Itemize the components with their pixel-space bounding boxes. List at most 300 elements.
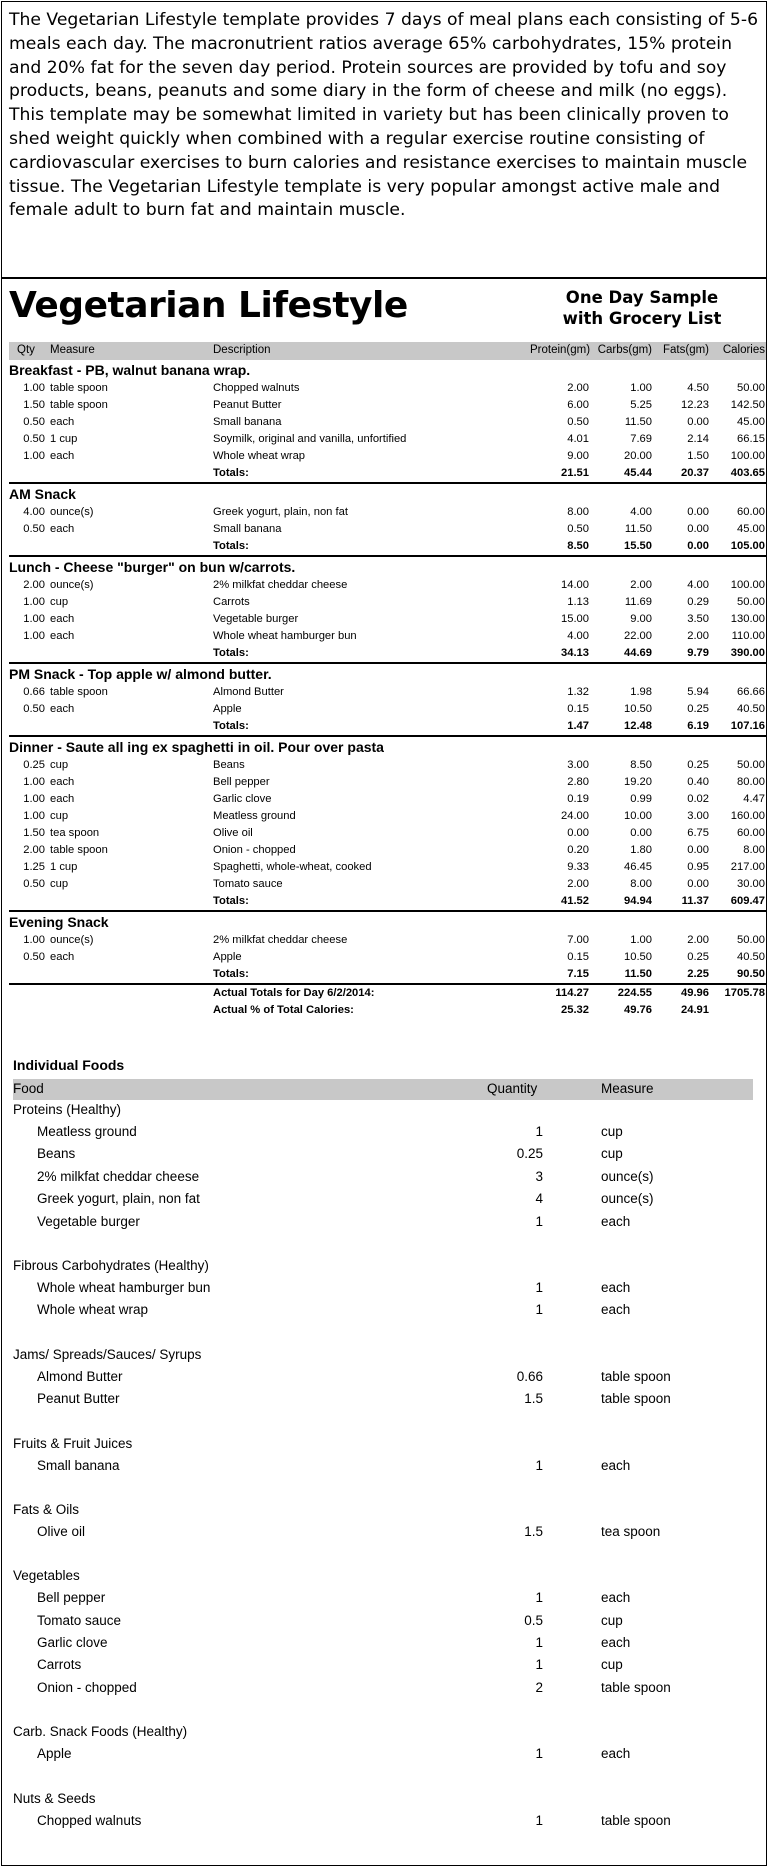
item-fats: 2.00 <box>687 630 709 642</box>
grocery-item-quantity: 4 <box>535 1191 543 1207</box>
item-calories: 110.00 <box>731 630 765 642</box>
header-description: Description <box>213 344 271 356</box>
grocery-item-name: Whole wheat wrap <box>37 1302 149 1318</box>
item-measure: tea spoon <box>50 827 100 839</box>
grocery-item-measure: table spoon <box>601 1679 671 1695</box>
meal-title-text: AM Snack <box>9 486 76 502</box>
item-qty: 1.00 <box>23 450 45 462</box>
item-carbs: 20.00 <box>624 450 652 462</box>
totals-protein: 7.15 <box>567 968 589 980</box>
item-protein: 9.33 <box>567 861 589 873</box>
grocery-item-quantity: 0.25 <box>516 1146 543 1162</box>
meal-item-row <box>9 577 766 594</box>
meal-item-row <box>9 684 766 701</box>
grocery-spacer <box>13 1700 753 1722</box>
grocery-item <box>13 1167 753 1189</box>
item-description: Bell pepper <box>213 776 270 788</box>
item-measure: ounce(s) <box>50 579 94 591</box>
totals-carbs: 44.69 <box>624 647 652 659</box>
item-qty: 0.50 <box>23 523 45 535</box>
grocery-item <box>13 1588 753 1610</box>
grocery-item <box>13 1633 753 1655</box>
item-description: 2% milkfat cheddar cheese <box>213 934 348 946</box>
item-measure: cup <box>50 759 69 771</box>
grocery-item-measure: each <box>601 1457 631 1473</box>
item-description: Meatless ground <box>213 810 296 822</box>
item-carbs: 8.50 <box>630 759 652 771</box>
item-calories: 45.00 <box>737 416 765 428</box>
item-qty: 0.50 <box>23 878 45 890</box>
grocery-category-name: Fibrous Carbohydrates (Healthy) <box>13 1257 209 1273</box>
totals-fats: 2.25 <box>687 968 709 980</box>
item-description: Soymilk, original and vanilla, unfortified <box>213 433 407 445</box>
totals-label: Totals: <box>213 968 249 980</box>
item-fats: 1.50 <box>687 450 709 462</box>
actual-totals-fats: 49.96 <box>681 987 709 999</box>
item-fats: 4.00 <box>687 579 709 591</box>
grocery-category <box>13 1256 753 1278</box>
totals-protein: 1.47 <box>567 720 589 732</box>
item-description: Tomato sauce <box>213 878 283 890</box>
item-measure: table spoon <box>50 399 108 411</box>
actual-percent-row <box>9 1002 766 1019</box>
grocery-header-quantity: Quantity <box>487 1081 538 1096</box>
grocery-item <box>13 1744 753 1766</box>
item-carbs: 9.00 <box>630 613 652 625</box>
meal-title-text: Lunch - Cheese "burger" on bun w/carrots. <box>9 559 296 575</box>
item-protein: 1.32 <box>567 686 589 698</box>
header-measure: Measure <box>50 344 95 356</box>
meal-section <box>9 360 766 484</box>
item-calories: 50.00 <box>737 382 765 394</box>
item-carbs: 0.99 <box>630 793 652 805</box>
meal-table-header <box>9 342 766 360</box>
meal-section <box>9 484 766 557</box>
grocery-spacer <box>13 1767 753 1789</box>
grocery-item-measure: table spoon <box>601 1391 671 1407</box>
item-calories: 60.00 <box>737 506 765 518</box>
grocery-item <box>13 1300 753 1322</box>
meal-item-row <box>9 825 766 842</box>
grocery-category-name: Fruits & Fruit Juices <box>13 1435 133 1451</box>
totals-label: Totals: <box>213 647 249 659</box>
item-description: Carrots <box>213 596 250 608</box>
item-protein: 2.00 <box>567 382 589 394</box>
intro-box <box>2 2 766 279</box>
item-calories: 100.00 <box>730 450 765 462</box>
totals-carbs: 94.94 <box>624 895 652 907</box>
item-calories: 50.00 <box>737 934 765 946</box>
item-calories: 100.00 <box>730 579 765 591</box>
meal-section <box>9 557 766 664</box>
grocery-category-name: Carb. Snack Foods (Healthy) <box>13 1724 188 1740</box>
grocery-item-name: Meatless ground <box>37 1124 137 1139</box>
item-description: Vegetable burger <box>213 613 299 625</box>
grocery-item-quantity: 3 <box>535 1168 543 1184</box>
grocery-item-name: Peanut Butter <box>37 1391 120 1407</box>
totals-carbs: 11.50 <box>624 968 652 980</box>
item-measure: each <box>50 523 75 535</box>
meal-section <box>9 737 766 912</box>
item-qty: 1.00 <box>23 382 45 394</box>
item-protein: 0.15 <box>567 703 589 715</box>
meal-section <box>9 912 766 985</box>
grocery-spacer <box>13 1412 753 1434</box>
item-fats: 0.95 <box>687 861 709 873</box>
totals-calories: 107.16 <box>730 720 765 732</box>
meal-item-row <box>9 932 766 949</box>
totals-carbs: 15.50 <box>624 540 652 552</box>
grocery-spacer <box>13 1234 753 1256</box>
grocery-item-name: Olive oil <box>37 1523 86 1539</box>
item-fats: 0.02 <box>687 793 709 805</box>
item-carbs: 11.50 <box>624 523 652 535</box>
grocery-category <box>13 1100 753 1122</box>
grocery-item-name: Carrots <box>37 1657 82 1673</box>
meal-title <box>9 557 766 577</box>
grocery-item-measure: cup <box>601 1612 623 1628</box>
item-fats: 0.00 <box>687 523 709 535</box>
item-qty: 0.66 <box>23 686 45 698</box>
item-qty: 1.00 <box>23 934 45 946</box>
meal-item-row <box>9 380 766 397</box>
meal-item-row <box>9 431 766 448</box>
item-measure: each <box>50 613 75 625</box>
meal-item-row <box>9 808 766 825</box>
meal-title <box>9 912 766 932</box>
item-carbs: 22.00 <box>624 630 652 642</box>
item-description: Small banana <box>213 416 282 428</box>
totals-protein: 41.52 <box>561 895 589 907</box>
item-protein: 2.80 <box>567 776 589 788</box>
meal-title-text: Dinner - Saute all ing ex spaghetti in oil. Pour over pasta <box>9 739 384 755</box>
item-calories: 50.00 <box>737 596 765 608</box>
item-description: Chopped walnuts <box>213 382 300 394</box>
grocery-item-measure: tea spoon <box>601 1523 661 1539</box>
grocery-item-measure: each <box>601 1302 631 1318</box>
meal-section <box>9 664 766 737</box>
totals-label: Totals: <box>213 895 249 907</box>
item-protein: 0.50 <box>567 416 589 428</box>
meal-totals-row <box>9 645 766 664</box>
grocery-item-name: Bell pepper <box>37 1590 106 1606</box>
grocery-item <box>13 1456 753 1478</box>
item-description: Beans <box>213 759 245 771</box>
item-carbs: 19.20 <box>624 776 652 788</box>
item-qty: 0.50 <box>23 951 45 963</box>
grocery-item <box>13 1122 753 1144</box>
grocery-item <box>13 1811 753 1833</box>
meal-title <box>9 484 766 504</box>
grocery-category-name: Nuts & Seeds <box>13 1790 96 1806</box>
totals-calories: 403.65 <box>730 467 765 479</box>
item-protein: 14.00 <box>561 579 589 591</box>
grocery-list <box>13 1055 753 1833</box>
item-description: Onion - chopped <box>213 844 296 856</box>
actual-totals-calories: 1705.78 <box>724 987 765 999</box>
grocery-item-name: Greek yogurt, plain, non fat <box>37 1191 200 1207</box>
item-qty: 0.50 <box>23 416 45 428</box>
item-fats: 0.25 <box>687 759 709 771</box>
grocery-item-measure: cup <box>601 1146 623 1162</box>
grocery-item-measure: table spoon <box>601 1812 671 1828</box>
header-fats: Fats(gm) <box>663 344 709 356</box>
intro-paragraph: The Vegetarian Lifestyle template provides 7 days of meal plans each consisting of 5-6 meals each day. The macronutrient ratios average 65% carbohydrates, 15% protein and 20% fat for the seven day period. Protein sources are provided by tofu and soy products, beans, peanuts and some diary in the form of cheese and milk (no eggs). This template may be somewhat limited in variety but has been clinically proven to shed weight quickly when combined with a regular exercise routine consisting of cardiovascular exercises to burn calories and resistance exercises to maintain muscle tissue. The Vegetarian Lifestyle template is very popular amongst active male and female adult to burn fat and maintain muscle. <box>9 10 758 221</box>
grocery-item-measure: each <box>601 1213 631 1229</box>
item-carbs: 2.00 <box>630 579 652 591</box>
meal-item-row <box>9 701 766 718</box>
item-carbs: 0.00 <box>630 827 652 839</box>
meal-item-row <box>9 504 766 521</box>
item-fats: 5.94 <box>687 686 709 698</box>
grocery-item-quantity: 1 <box>535 1457 543 1473</box>
item-protein: 9.00 <box>567 450 589 462</box>
meal-item-row <box>9 594 766 611</box>
grocery-item-quantity: 1.5 <box>524 1391 543 1407</box>
meal-item-row <box>9 448 766 465</box>
meal-item-row <box>9 842 766 859</box>
grocery-item-quantity: 1 <box>535 1635 543 1651</box>
grocery-item <box>13 1522 753 1544</box>
meal-title <box>9 737 766 757</box>
page-title: Vegetarian Lifestyle <box>9 285 408 326</box>
totals-fats: 0.00 <box>687 540 709 552</box>
item-carbs: 11.50 <box>624 416 652 428</box>
grocery-item-quantity: 0.5 <box>524 1612 543 1628</box>
grocery-item <box>13 1655 753 1677</box>
item-qty: 0.50 <box>23 433 45 445</box>
grocery-item-name: Small banana <box>37 1457 120 1473</box>
grocery-category <box>13 1434 753 1456</box>
grocery-category-name: Fats & Oils <box>13 1501 80 1517</box>
item-fats: 2.00 <box>687 934 709 946</box>
item-description: Almond Butter <box>213 686 284 698</box>
item-description: Small banana <box>213 523 282 535</box>
grocery-item-quantity: 1 <box>535 1124 543 1139</box>
item-calories: 66.15 <box>737 433 765 445</box>
grocery-item <box>13 1278 753 1300</box>
item-protein: 6.00 <box>567 399 589 411</box>
item-protein: 0.19 <box>567 793 589 805</box>
item-measure: each <box>50 776 75 788</box>
item-carbs: 1.00 <box>630 382 652 394</box>
totals-protein: 8.50 <box>567 540 589 552</box>
grocery-item-measure: each <box>601 1746 631 1762</box>
totals-protein: 34.13 <box>561 647 589 659</box>
grocery-title: Individual Foods <box>13 1057 125 1073</box>
meal-item-row <box>9 859 766 876</box>
subtitle-line: One Day Sample <box>565 288 719 307</box>
grocery-item-name: Vegetable burger <box>37 1213 140 1229</box>
actual-percent-protein: 25.32 <box>561 1004 589 1016</box>
meal-table-body <box>9 360 766 985</box>
grocery-item-name: Onion - chopped <box>37 1679 137 1695</box>
grocery-item-quantity: 1 <box>535 1657 543 1673</box>
actual-percent-label: Actual % of Total Calories: <box>213 1004 354 1016</box>
item-calories: 45.00 <box>737 523 765 535</box>
meal-item-row <box>9 876 766 893</box>
item-description: Apple <box>213 951 242 963</box>
item-fats: 0.00 <box>687 844 709 856</box>
meal-totals-row <box>9 538 766 557</box>
grocery-item-quantity: 1 <box>535 1279 543 1295</box>
item-qty: 1.00 <box>23 613 45 625</box>
grocery-item <box>13 1678 753 1700</box>
grocery-item-measure: cup <box>601 1657 623 1673</box>
grocery-item-name: Beans <box>37 1146 76 1162</box>
header-qty: Qty <box>17 344 35 356</box>
grocery-item-quantity: 1.5 <box>524 1523 543 1539</box>
item-qty: 1.50 <box>23 399 45 411</box>
item-calories: 130.00 <box>730 613 765 625</box>
meal-title-text: Breakfast - PB, walnut banana wrap. <box>9 362 251 378</box>
item-carbs: 10.00 <box>624 810 652 822</box>
item-carbs: 1.98 <box>630 686 652 698</box>
item-protein: 0.00 <box>567 827 589 839</box>
actual-totals-row <box>9 985 766 1002</box>
item-qty: 1.00 <box>23 630 45 642</box>
grocery-item <box>13 1212 753 1234</box>
grocery-item-name: Garlic clove <box>37 1635 108 1651</box>
grocery-item-name: Apple <box>37 1746 72 1762</box>
meal-item-row <box>9 414 766 431</box>
grocery-category <box>13 1345 753 1367</box>
item-measure: each <box>50 951 75 963</box>
item-protein: 8.00 <box>567 506 589 518</box>
item-measure: each <box>50 450 75 462</box>
totals-label: Totals: <box>213 540 249 552</box>
item-calories: 66.66 <box>737 686 765 698</box>
meal-item-row <box>9 628 766 645</box>
meal-plan-table <box>9 342 766 1019</box>
item-description: 2% milkfat cheddar cheese <box>213 579 348 591</box>
meal-title <box>9 360 766 380</box>
grocery-category-name: Vegetables <box>13 1568 80 1584</box>
item-fats: 0.40 <box>687 776 709 788</box>
totals-calories: 90.50 <box>737 968 765 980</box>
meal-item-row <box>9 791 766 808</box>
item-measure: each <box>50 416 75 428</box>
item-carbs: 5.25 <box>630 399 652 411</box>
item-measure: table spoon <box>50 382 108 394</box>
item-protein: 0.20 <box>567 844 589 856</box>
grocery-item-measure: table spoon <box>601 1368 671 1384</box>
meal-item-row <box>9 611 766 628</box>
item-calories: 217.00 <box>730 861 765 873</box>
meal-title-text: Evening Snack <box>9 914 109 930</box>
item-calories: 8.00 <box>743 844 765 856</box>
item-measure: table spoon <box>50 844 108 856</box>
item-measure: ounce(s) <box>50 506 94 518</box>
grocery-item-measure: cup <box>601 1124 623 1139</box>
grocery-spacer <box>13 1323 753 1345</box>
item-carbs: 10.50 <box>624 703 652 715</box>
actual-percent-carbs: 49.76 <box>624 1004 652 1016</box>
item-measure: table spoon <box>50 686 108 698</box>
item-calories: 142.50 <box>730 399 765 411</box>
item-calories: 40.50 <box>737 951 765 963</box>
subtitle-line: with Grocery List <box>562 309 722 328</box>
item-description: Peanut Butter <box>213 399 282 411</box>
meal-totals-row <box>9 465 766 484</box>
item-qty: 1.25 <box>23 861 45 873</box>
meal-item-row <box>9 774 766 791</box>
totals-carbs: 12.48 <box>624 720 652 732</box>
grocery-item <box>13 1144 753 1166</box>
grocery-item-name: Chopped walnuts <box>37 1812 142 1828</box>
actual-totals-label: Actual Totals for Day 6/2/2014: <box>213 987 375 999</box>
item-carbs: 8.00 <box>630 878 652 890</box>
item-description: Spaghetti, whole-wheat, cooked <box>213 861 372 873</box>
item-calories: 60.00 <box>737 827 765 839</box>
grocery-item-quantity: 2 <box>535 1679 543 1695</box>
grocery-spacer <box>13 1544 753 1566</box>
item-description: Olive oil <box>213 827 253 839</box>
item-fats: 0.00 <box>687 878 709 890</box>
item-protein: 0.50 <box>567 523 589 535</box>
item-protein: 0.15 <box>567 951 589 963</box>
item-qty: 1.00 <box>23 810 45 822</box>
item-protein: 4.01 <box>567 433 589 445</box>
item-protein: 2.00 <box>567 878 589 890</box>
grocery-item <box>13 1611 753 1633</box>
actual-percent-fats: 24.91 <box>681 1004 709 1016</box>
header-protein: Protein(gm) <box>530 344 591 356</box>
meal-title <box>9 664 766 684</box>
item-carbs: 46.45 <box>624 861 652 873</box>
item-carbs: 10.50 <box>624 951 652 963</box>
item-description: Apple <box>213 703 242 715</box>
totals-label: Totals: <box>213 467 249 479</box>
item-measure: cup <box>50 596 69 608</box>
item-qty: 1.00 <box>23 596 45 608</box>
meal-item-row <box>9 757 766 774</box>
item-protein: 24.00 <box>561 810 589 822</box>
item-calories: 50.00 <box>737 759 765 771</box>
totals-fats: 11.37 <box>681 895 709 907</box>
item-fats: 4.50 <box>687 382 709 394</box>
actual-totals-carbs: 224.55 <box>617 987 652 999</box>
grocery-item-name: Tomato sauce <box>37 1612 122 1628</box>
item-carbs: 7.69 <box>630 433 652 445</box>
totals-fats: 6.19 <box>687 720 709 732</box>
item-description: Whole wheat wrap <box>213 450 306 462</box>
item-calories: 30.00 <box>737 878 765 890</box>
grocery-body <box>13 1100 753 1833</box>
item-qty: 4.00 <box>23 506 45 518</box>
grocery-item <box>13 1389 753 1411</box>
grocery-item-measure: ounce(s) <box>601 1191 654 1207</box>
item-fats: 2.14 <box>687 433 709 445</box>
item-qty: 1.00 <box>23 776 45 788</box>
grocery-category-name: Proteins (Healthy) <box>13 1102 122 1117</box>
totals-fats: 20.37 <box>681 467 709 479</box>
item-qty: 1.00 <box>23 793 45 805</box>
meal-item-row <box>9 949 766 966</box>
meal-totals-row <box>9 718 766 737</box>
item-measure: cup <box>50 810 69 822</box>
item-fats: 0.29 <box>687 596 709 608</box>
grocery-category-name: Jams/ Spreads/Sauces/ Syrups <box>13 1346 202 1362</box>
grocery-item-measure: each <box>601 1635 631 1651</box>
totals-carbs: 45.44 <box>624 467 652 479</box>
grocery-category <box>13 1722 753 1744</box>
grocery-spacer <box>13 1478 753 1500</box>
item-qty: 0.25 <box>23 759 45 771</box>
page-subtitle <box>532 287 752 329</box>
meal-title-text: PM Snack - Top apple w/ almond butter. <box>9 666 272 682</box>
grocery-item-measure: ounce(s) <box>601 1168 654 1184</box>
